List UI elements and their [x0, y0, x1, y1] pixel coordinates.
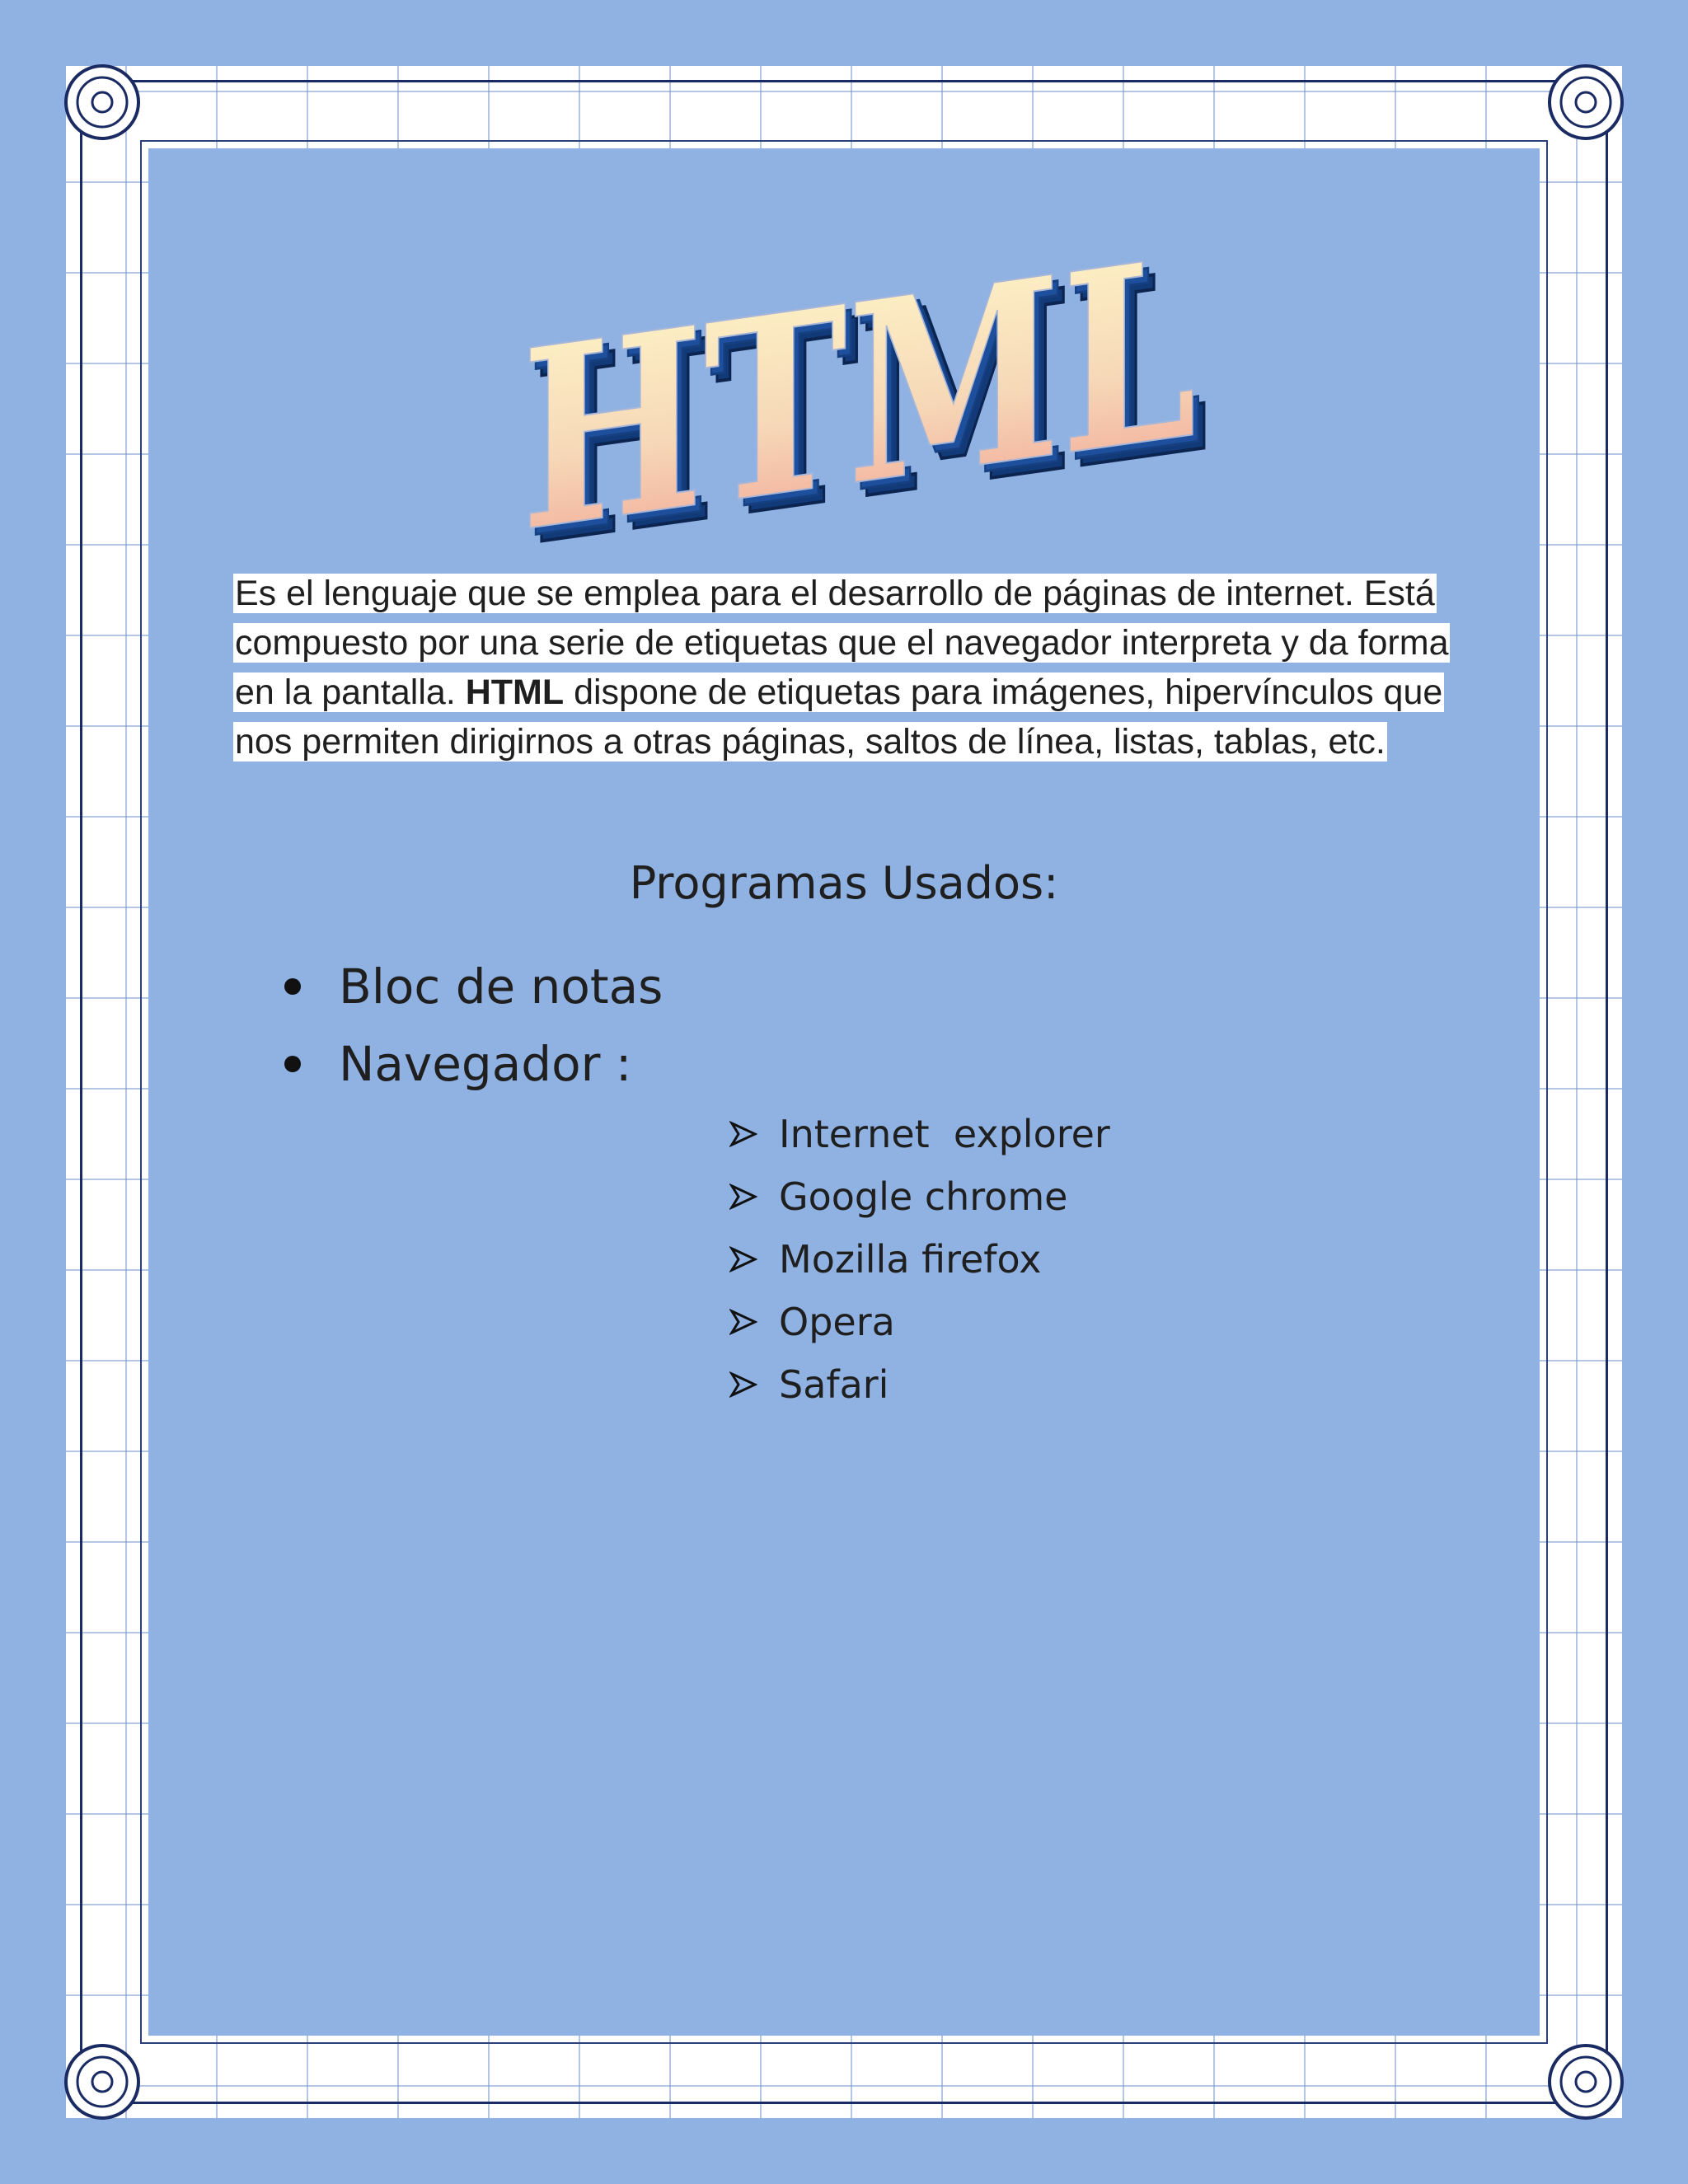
- list-item: [284, 1025, 663, 1103]
- bullet-dot-icon: [284, 978, 301, 995]
- list-item: [729, 1353, 1110, 1416]
- programs-list: [284, 948, 663, 1103]
- list-item-label: Navegador :: [339, 1036, 632, 1092]
- arrowhead-bullet-icon: [729, 1371, 757, 1399]
- section-title: Programas Usados:: [629, 857, 1059, 909]
- intro-paragraph: [233, 569, 1486, 766]
- corner-ornament-icon: [63, 2042, 142, 2121]
- intro-text-part2: dispone de etiquetas para imágenes, hipervínculos que nos permiten dirigirnos a otras páginas, saltos de línea, listas, tablas, etc.: [235, 673, 1443, 762]
- corner-ornament-icon: [1546, 63, 1625, 142]
- bullet-dot-icon: [284, 1056, 301, 1072]
- arrowhead-bullet-icon: [729, 1183, 757, 1211]
- svg-text:HTML: HTML: [521, 202, 1228, 548]
- intro-text-bold: HTML: [465, 673, 565, 712]
- list-item-label: Google chrome: [779, 1174, 1068, 1219]
- list-item-label: Mozilla firefox: [779, 1237, 1042, 1282]
- corner-ornament-icon: [63, 63, 142, 142]
- list-item: [284, 948, 663, 1025]
- browsers-list: [729, 1103, 1110, 1416]
- html-wordart-logo: [503, 202, 1228, 548]
- arrowhead-bullet-icon: [729, 1245, 757, 1273]
- arrowhead-bullet-icon: [729, 1308, 757, 1336]
- list-item: [729, 1228, 1110, 1291]
- svg-text:HTML: HTML: [527, 202, 1228, 548]
- list-item: [729, 1291, 1110, 1353]
- list-item: [729, 1103, 1110, 1165]
- arrowhead-bullet-icon: [729, 1120, 757, 1148]
- corner-ornament-icon: [1546, 2042, 1625, 2121]
- intro-text-part1: Es el lenguaje que se emplea para el desarrollo de páginas de internet. Está compuesto por una serie de etiquetas que el navegador interpreta y da forma en la pantalla.: [235, 574, 1449, 712]
- list-item-label: Opera: [779, 1300, 895, 1344]
- svg-text:HTML: HTML: [532, 202, 1228, 548]
- html-logo-image: [503, 202, 1228, 548]
- list-item-label: Bloc de notas: [339, 958, 663, 1015]
- list-item: [729, 1165, 1110, 1228]
- list-item-label: Internet explorer: [779, 1112, 1110, 1156]
- list-item-label: Safari: [779, 1362, 889, 1407]
